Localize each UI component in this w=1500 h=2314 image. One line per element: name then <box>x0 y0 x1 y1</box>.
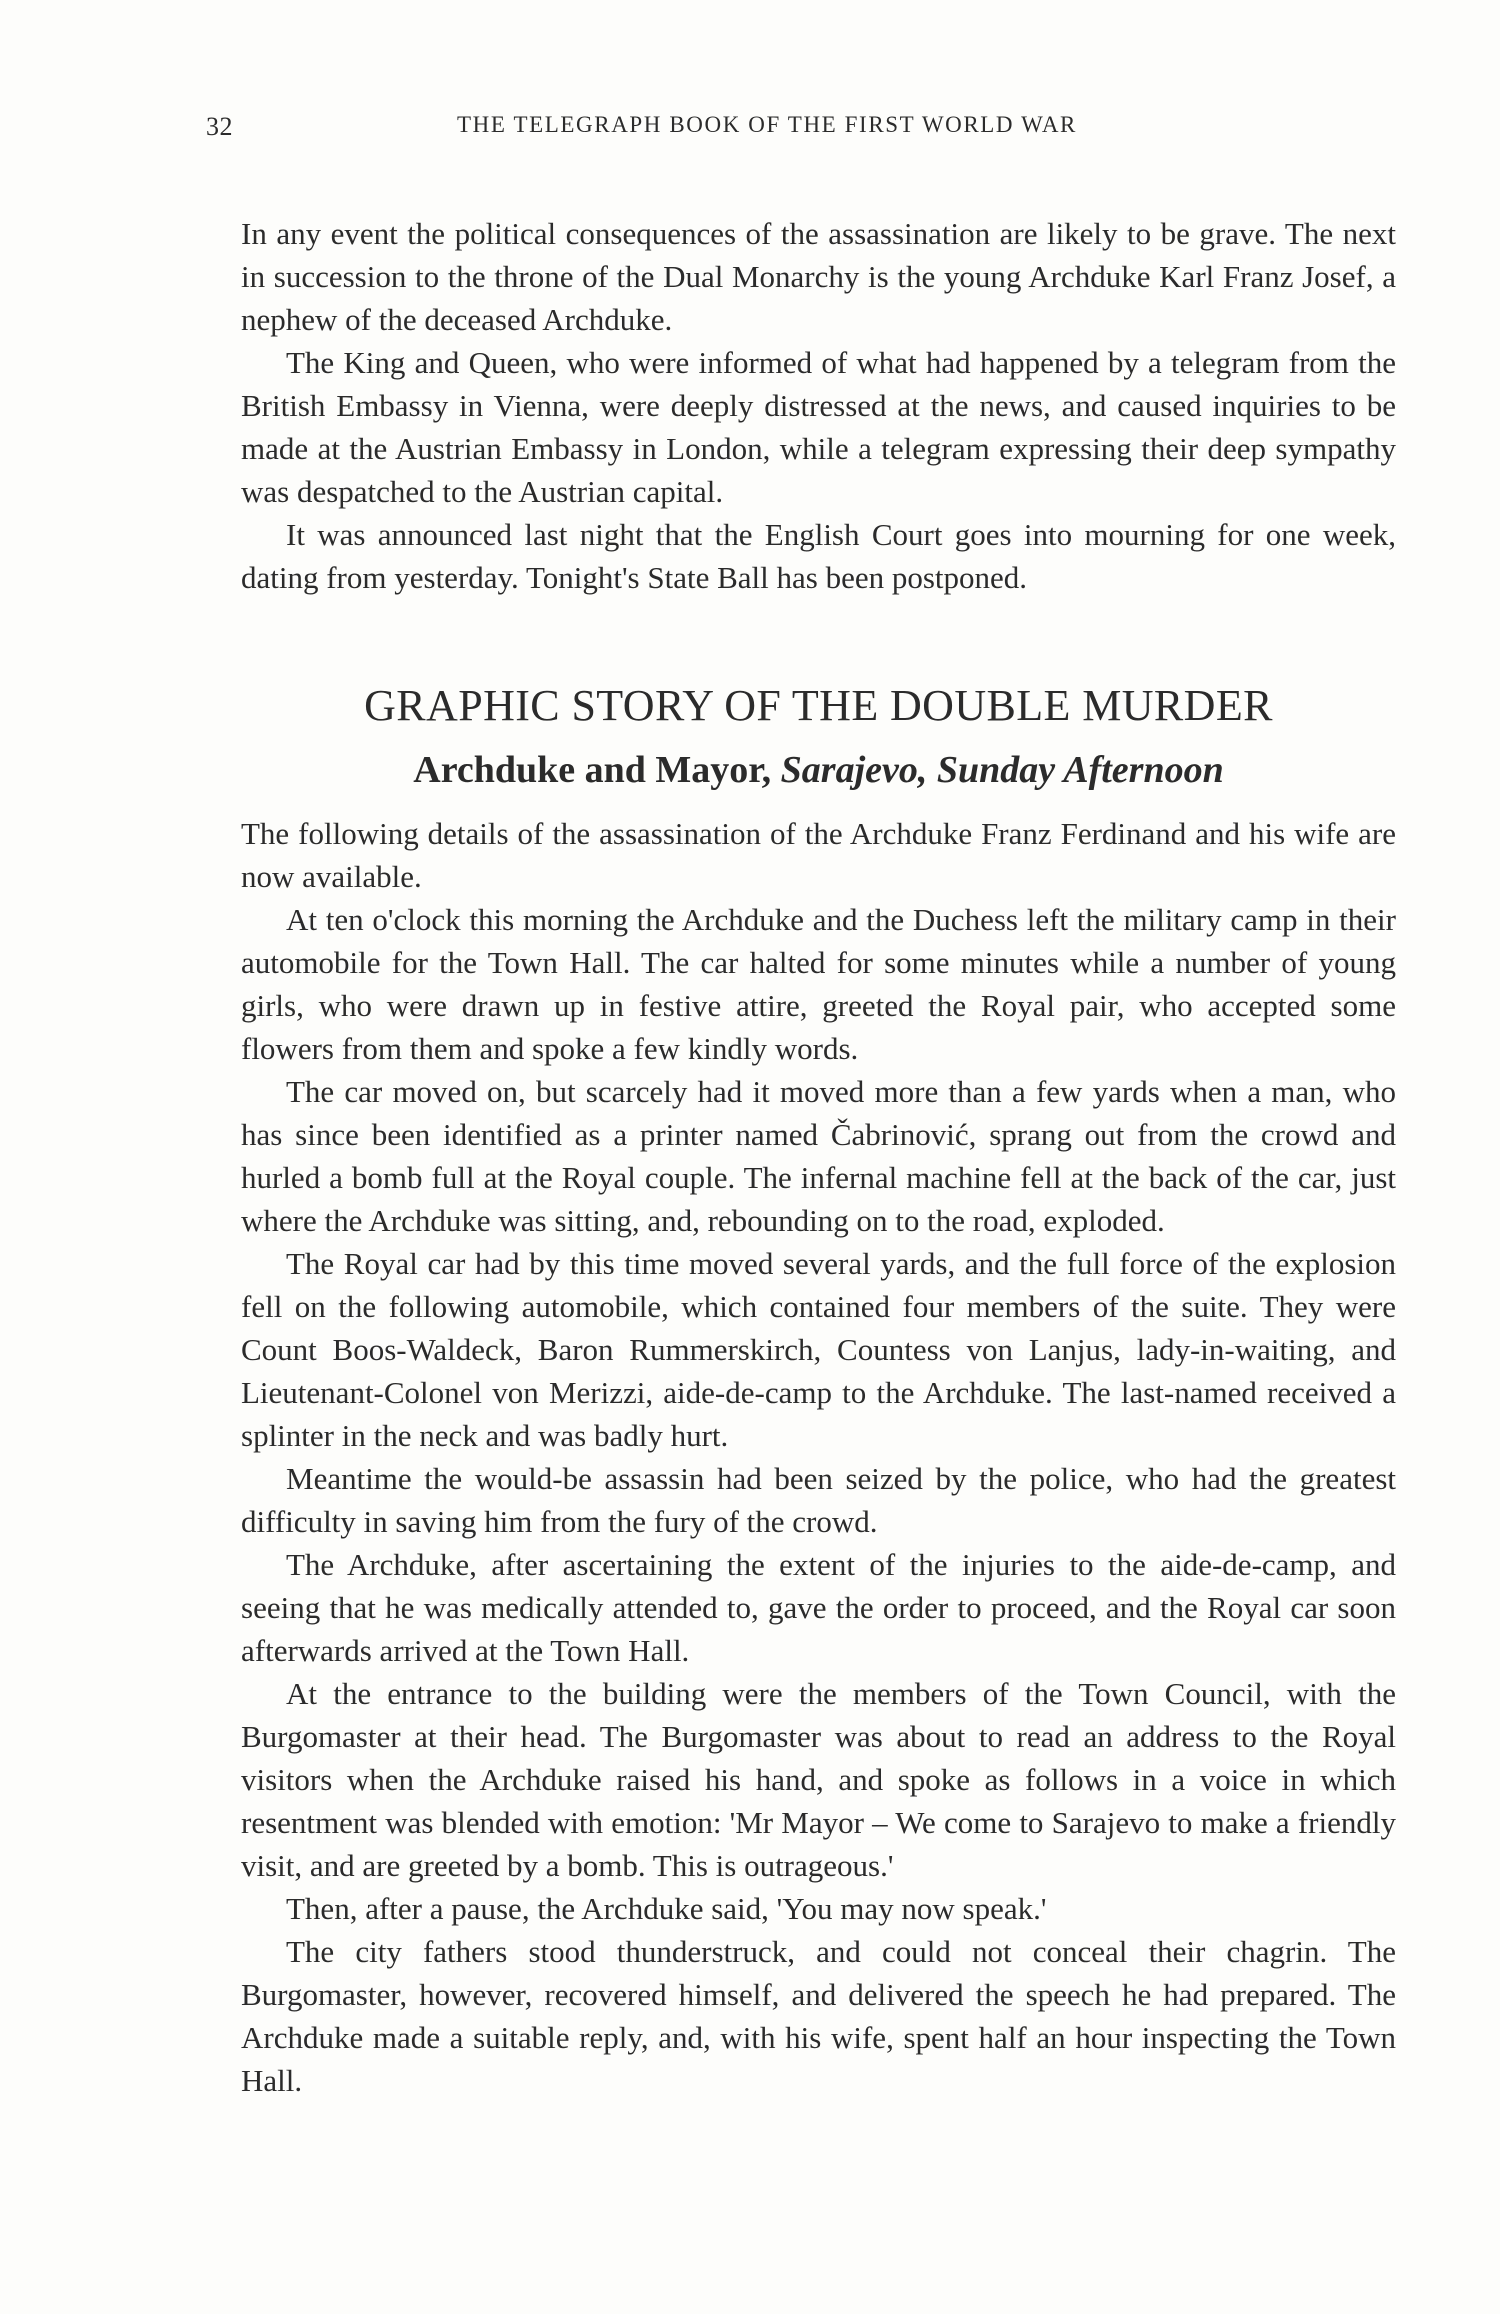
paragraph: The following details of the assassination of the Archduke Franz Ferdinand and his wife are now available. <box>241 816 1396 894</box>
subhead-italic: Sarajevo, Sunday Afternoon <box>780 749 1224 791</box>
running-head <box>0 112 1500 152</box>
subhead-plain: Archduke and Mayor, <box>413 749 772 791</box>
paragraph: The city fathers stood thunderstruck, and could not conceal their chagrin. The Burgomaster, however, recovered himself, and delivered the speech he had prepared. The Archduke made a suitable reply, and, with his wife, spent half an hour inspecting the Town Hall. <box>241 1934 1396 2098</box>
paragraph: The Archduke, after ascertaining the extent of the injuries to the aide-de-camp, and seeing that he was medically attended to, gave the order to proceed, and the Royal car soon afterwards arrived at the Town Hall. <box>241 1547 1396 1668</box>
paragraph: The Royal car had by this time moved several yards, and the full force of the explosion fell on the following automobile, which contained four members of the suite. They were Count Boos-Waldeck, Baron Rummerskirch, Countess von Lanjus, lady-in-waiting, and Lieutenant-Colonel von Merizzi, aide-de-camp to the Archduke. The last-named received a splinter in the neck and was badly hurt. <box>241 1246 1396 1453</box>
article-headline: GRAPHIC STORY OF THE DOUBLE MURDER <box>364 681 1273 730</box>
paragraph: The car moved on, but scarcely had it moved more than a few yards when a man, who has since been identified as a printer named Čabrinović, sprang out from the crowd and hurled a bomb full at the Royal couple. The infernal machine fell at the back of the car, just where the Archduke was sitting, and, rebounding on to the road, exploded. <box>241 1074 1396 1238</box>
paragraph: Meantime the would-be assassin had been seized by the police, who had the greatest difficulty in saving him from the fury of the crowd. <box>241 1461 1396 1539</box>
article-body <box>241 812 1396 2102</box>
paragraph: At ten o'clock this morning the Archduke and the Duchess left the military camp in their automobile for the Town Hall. The car halted for some minutes while a number of young girls, who were drawn up in festive attire, greeted the Royal pair, who accepted some flowers from them and spoke a few kindly words. <box>241 902 1396 1066</box>
intro-text <box>241 212 1396 599</box>
paragraph: Then, after a pause, the Archduke said, 'You may now speak.' <box>286 1891 1047 1926</box>
book-title: THE TELEGRAPH BOOK OF THE FIRST WORLD WAR <box>457 112 1077 137</box>
page-number: 32 <box>206 112 233 141</box>
paragraph: In any event the political consequences of the assassination are likely to be grave. The next in succession to the throne of the Dual Monarchy is the young Archduke Karl Franz Josef, a nephew of the deceased Archduke. <box>241 216 1396 337</box>
paragraph: The King and Queen, who were informed of what had happened by a telegram from the British Embassy in Vienna, were deeply distressed at the news, and caused inquiries to be made at the Austrian Embassy in London, while a telegram expressing their deep sympathy was despatched to the Austrian capital. <box>241 345 1396 509</box>
article-subhead <box>241 746 1396 794</box>
paragraph: It was announced last night that the English Court goes into mourning for one week, dating from yesterday. Tonight's State Ball has been postponed. <box>241 517 1396 595</box>
paragraph: At the entrance to the building were the members of the Town Council, with the Burgomaster at their head. The Burgomaster was about to read an address to the Royal visitors when the Archduke raised his hand, and spoke as follows in a voice in which resentment was blended with emotion: 'Mr Mayor – We come to Sarajevo to make a friendly visit, and are greeted by a bomb. This is outrageous.' <box>241 1676 1396 1883</box>
